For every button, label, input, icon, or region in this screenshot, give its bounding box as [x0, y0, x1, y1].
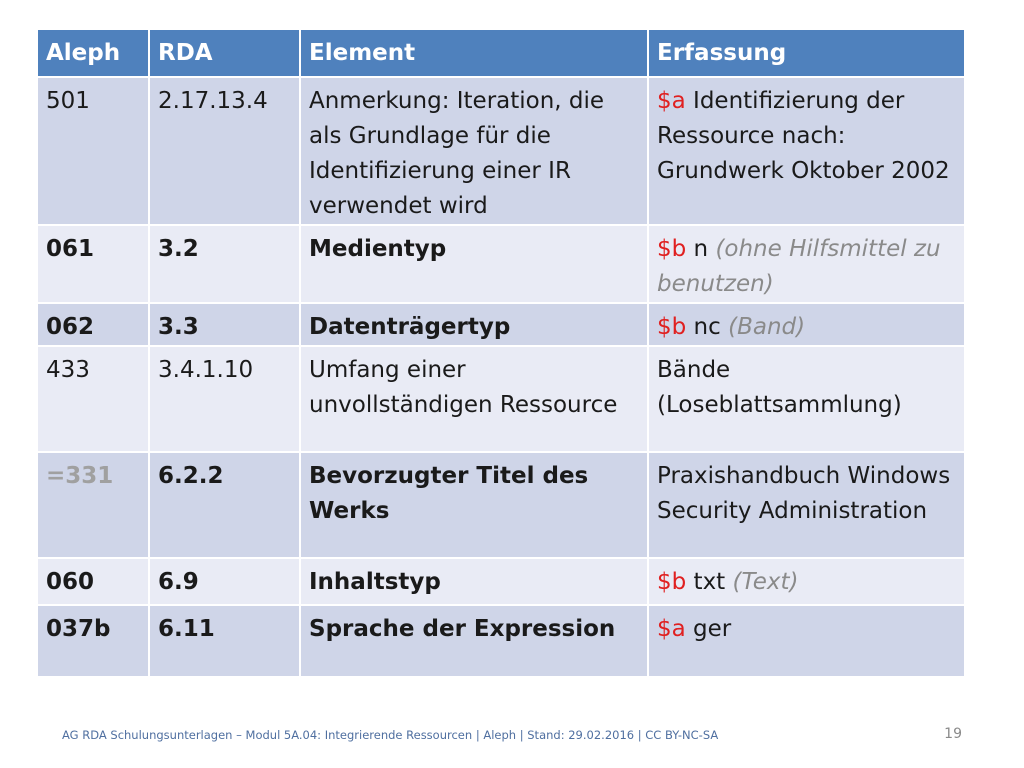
rda-mapping-table	[36, 28, 966, 678]
element-cell: Umfang einer unvollständigen Ressource	[300, 346, 648, 452]
header-rda: RDA	[149, 29, 300, 77]
erfassung-cell	[648, 605, 965, 677]
erfassung-value: ger	[685, 616, 732, 642]
aleph-cell: 501	[37, 77, 149, 225]
element-cell: Inhaltstyp	[300, 558, 648, 605]
table-row	[37, 225, 965, 303]
erfassung-note: (Text)	[732, 569, 799, 595]
element-cell: Medientyp	[300, 225, 648, 303]
header-element: Element	[300, 29, 648, 77]
erfassung-note: (ohne Hilfsmittel zu benutzen)	[657, 236, 941, 297]
erfassung-cell	[648, 225, 965, 303]
header-aleph: Aleph	[37, 29, 149, 77]
subfield-code: $b	[657, 314, 687, 340]
erfassung-value: Identifizierung der Ressource nach: Grundwerk Oktober 2002	[657, 88, 950, 184]
subfield-code: $a	[657, 616, 686, 642]
rda-cell: 2.17.13.4	[149, 77, 300, 225]
table-header-row	[37, 29, 965, 77]
table-row	[37, 452, 965, 558]
rda-cell: 3.4.1.10	[149, 346, 300, 452]
aleph-cell: 433	[37, 346, 149, 452]
erfassung-value: txt	[686, 569, 733, 595]
slide-footer: AG RDA Schulungsunterlagen – Modul 5A.04: Integrierende Ressourcen | Aleph | Stand: 29.02.2016 | CC BY-NC-SA	[62, 728, 719, 742]
erfassung-note: (Band)	[728, 314, 806, 340]
erfassung-value: n	[686, 236, 716, 262]
aleph-cell: =331	[37, 452, 149, 558]
element-cell: Bevorzugter Titel des Werks	[300, 452, 648, 558]
rda-cell: 6.2.2	[149, 452, 300, 558]
rda-cell: 6.11	[149, 605, 300, 677]
erfassung-cell	[648, 77, 965, 225]
table-row	[37, 303, 965, 346]
aleph-cell: 060	[37, 558, 149, 605]
subfield-code: $b	[657, 236, 687, 262]
subfield-code: $b	[657, 569, 687, 595]
subfield-code: $a	[657, 88, 686, 114]
erfassung-cell	[648, 303, 965, 346]
element-cell: Datenträgertyp	[300, 303, 648, 346]
page-number: 19	[944, 726, 962, 742]
aleph-cell: 062	[37, 303, 149, 346]
table-row	[37, 77, 965, 225]
rda-cell: 6.9	[149, 558, 300, 605]
aleph-cell: 037b	[37, 605, 149, 677]
table-row	[37, 605, 965, 677]
rda-cell: 3.3	[149, 303, 300, 346]
element-cell: Sprache der Expression	[300, 605, 648, 677]
aleph-cell: 061	[37, 225, 149, 303]
erfassung-value: nc	[686, 314, 729, 340]
rda-cell: 3.2	[149, 225, 300, 303]
header-erfassung: Erfassung	[648, 29, 965, 77]
erfassung-cell: Praxishandbuch Windows Security Administration	[648, 452, 965, 558]
element-cell: Anmerkung: Iteration, die als Grundlage für die Identifizierung einer IR verwendet wird	[300, 77, 648, 225]
erfassung-cell: Bände (Loseblattsammlung)	[648, 346, 965, 452]
table-row	[37, 346, 965, 452]
erfassung-cell	[648, 558, 965, 605]
table-row	[37, 558, 965, 605]
